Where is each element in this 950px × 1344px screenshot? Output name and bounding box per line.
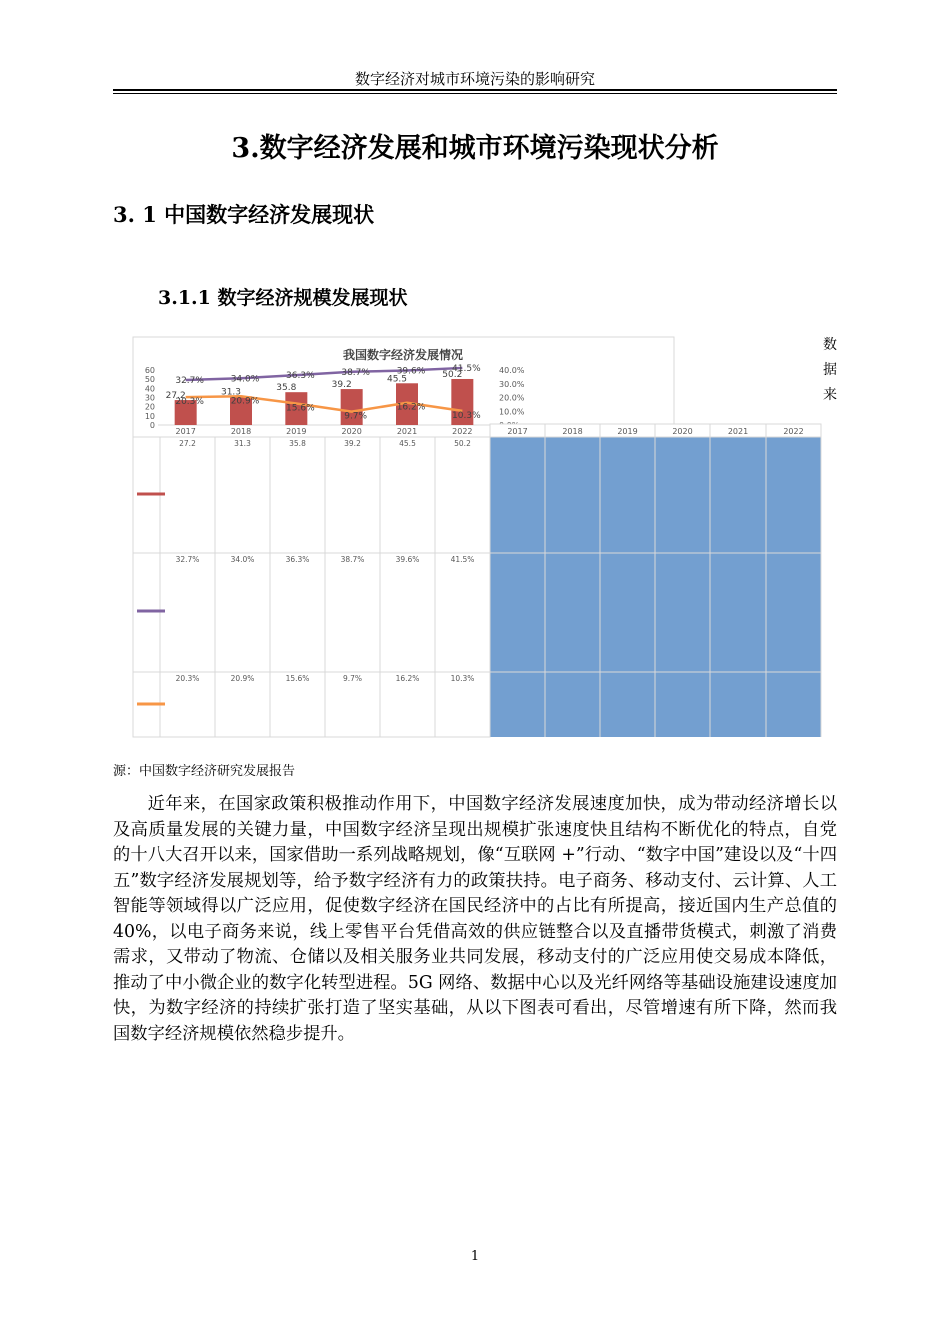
right-axis-tick: 40.0% [499, 366, 525, 375]
data-table-cell: 20.3% [175, 674, 200, 683]
extra-column-header: 2020 [672, 427, 693, 436]
x-tick-label: 2018 [230, 427, 252, 436]
data-table-cell: 20.9% [230, 674, 255, 683]
left-axis-tick: 40 [144, 384, 155, 394]
side-text-3: 来 [823, 387, 837, 403]
data-table-cell: 27.2 [179, 439, 196, 448]
subsection-title: 3.1.1 数字经济规模发展现状 [158, 287, 408, 309]
line-label: 32.7% [175, 376, 204, 387]
chapter-title: 3.数字经济发展和城市环境污染现状分析 [231, 133, 719, 164]
bar-label: 50.2 [442, 369, 463, 380]
left-axis-tick: 0 [149, 421, 155, 430]
data-table-cell: 38.7% [340, 555, 365, 564]
extra-column-header: 2019 [617, 427, 638, 436]
data-table-cell: 10.3% [450, 674, 475, 683]
bar-label: 27.2 [165, 391, 186, 402]
body-paragraph: 近年来，在国家政策积极推动作用下，中国数字经济发展速度加快，成为带动经济增长以及高质量发展的关键力量，中国数字经济呈现出规模扩张速度快且结构不断优化的特点，自党的十八大召开以来，国家借助一系列战略规划，像“互联网 +”行动、“数字中国”建设以及“十四五”数字经济发展规划等，给予数字经济有力的政策扶持。电子商务、移动支付、云计算、人工智能等领域得以广泛应用，促使数字经济在国民经济中的占比有所提高，接近国内生产总值的 40%，以电子商务来说，线上零售平台凭借高效的供应链整合以及直播带货模式，刺激了消费需求，又带动了物流、仓储以及相关服务业共同发展，移动支付的广泛应用使交易成本降低，推动了中小微企业的数字化转型进程。5G 网络、数据中心以及光纤网络等基础设施建设速度加快，为数字经济的持续扩张打造了坚实基础，从以下图表可看出，尽管增速有所下降，然而我国数字经济规模依然稳步提升。 [113, 794, 837, 1044]
left-axis-tick: 20 [144, 402, 155, 412]
line-label: 41.5% [452, 363, 481, 374]
side-text-2: 据 [823, 362, 837, 378]
x-tick-label: 2019 [286, 427, 307, 436]
data-table-cell: 36.3% [285, 555, 310, 564]
extra-column-header: 2018 [562, 427, 583, 436]
data-table-cell: 9.7% [342, 674, 363, 683]
figure-source: 源：中国数字经济研究发展报告 [113, 764, 296, 779]
data-table-cell: 39.6% [395, 555, 420, 564]
data-table-cell: 16.2% [395, 674, 420, 683]
line-label: 15.6% [286, 403, 315, 414]
data-table-cell: 50.2 [454, 439, 471, 448]
bar-label: 39.2 [331, 380, 352, 391]
bar-label: 45.5 [386, 374, 408, 385]
data-table-cell: 34.0% [230, 555, 255, 564]
body-text [113, 792, 837, 1047]
x-tick-label: 2017 [175, 427, 196, 436]
running-header: 数字经济对城市环境污染的影响研究 [354, 70, 595, 88]
right-axis-tick: 30.0% [499, 379, 525, 389]
left-axis-tick: 60 [144, 366, 155, 375]
extra-column-header: 2021 [727, 427, 749, 436]
page-number: 1 [470, 1249, 480, 1264]
data-table-cell: 39.2 [344, 439, 361, 448]
line-label: 20.9% [230, 396, 260, 407]
left-axis-tick: 30 [144, 393, 155, 403]
side-text-1: 数 [823, 337, 837, 353]
left-axis-tick: 50 [144, 375, 155, 385]
x-tick-label: 2021 [396, 427, 418, 436]
line-label: 36.3% [286, 371, 315, 382]
bar-label: 35.8 [276, 383, 297, 394]
line-label: 38.7% [341, 367, 370, 378]
line-label: 9.7% [344, 411, 368, 422]
section-title: 3. 1 中国数字经济发展现状 [113, 202, 375, 227]
data-table-cell: 35.8 [289, 439, 306, 448]
data-table-cell: 45.5 [399, 439, 416, 448]
bar-label: 31.3 [220, 387, 242, 398]
line-label: 20.3% [175, 397, 204, 408]
right-axis-tick: 10.0% [499, 407, 525, 417]
data-table-frame [133, 437, 490, 737]
line-label: 10.3% [452, 410, 481, 421]
line-label: 16.2% [396, 402, 426, 413]
data-table-cell: 15.6% [285, 674, 310, 683]
line-label: 34.0% [230, 374, 260, 385]
extra-column-header: 2017 [507, 427, 528, 436]
chart-title: 我国数字经济发展情况 [342, 348, 464, 362]
data-table-cell: 41.5% [450, 555, 475, 564]
x-tick-label: 2020 [341, 427, 362, 436]
left-axis-tick: 10 [144, 411, 155, 421]
data-table-cell: 31.3 [234, 439, 251, 448]
line-label: 39.6% [396, 366, 426, 377]
x-tick-label: 2022 [452, 427, 473, 436]
data-table-cell: 32.7% [175, 555, 200, 564]
right-axis-tick: 20.0% [499, 393, 525, 403]
extra-column-header: 2022 [783, 427, 804, 436]
